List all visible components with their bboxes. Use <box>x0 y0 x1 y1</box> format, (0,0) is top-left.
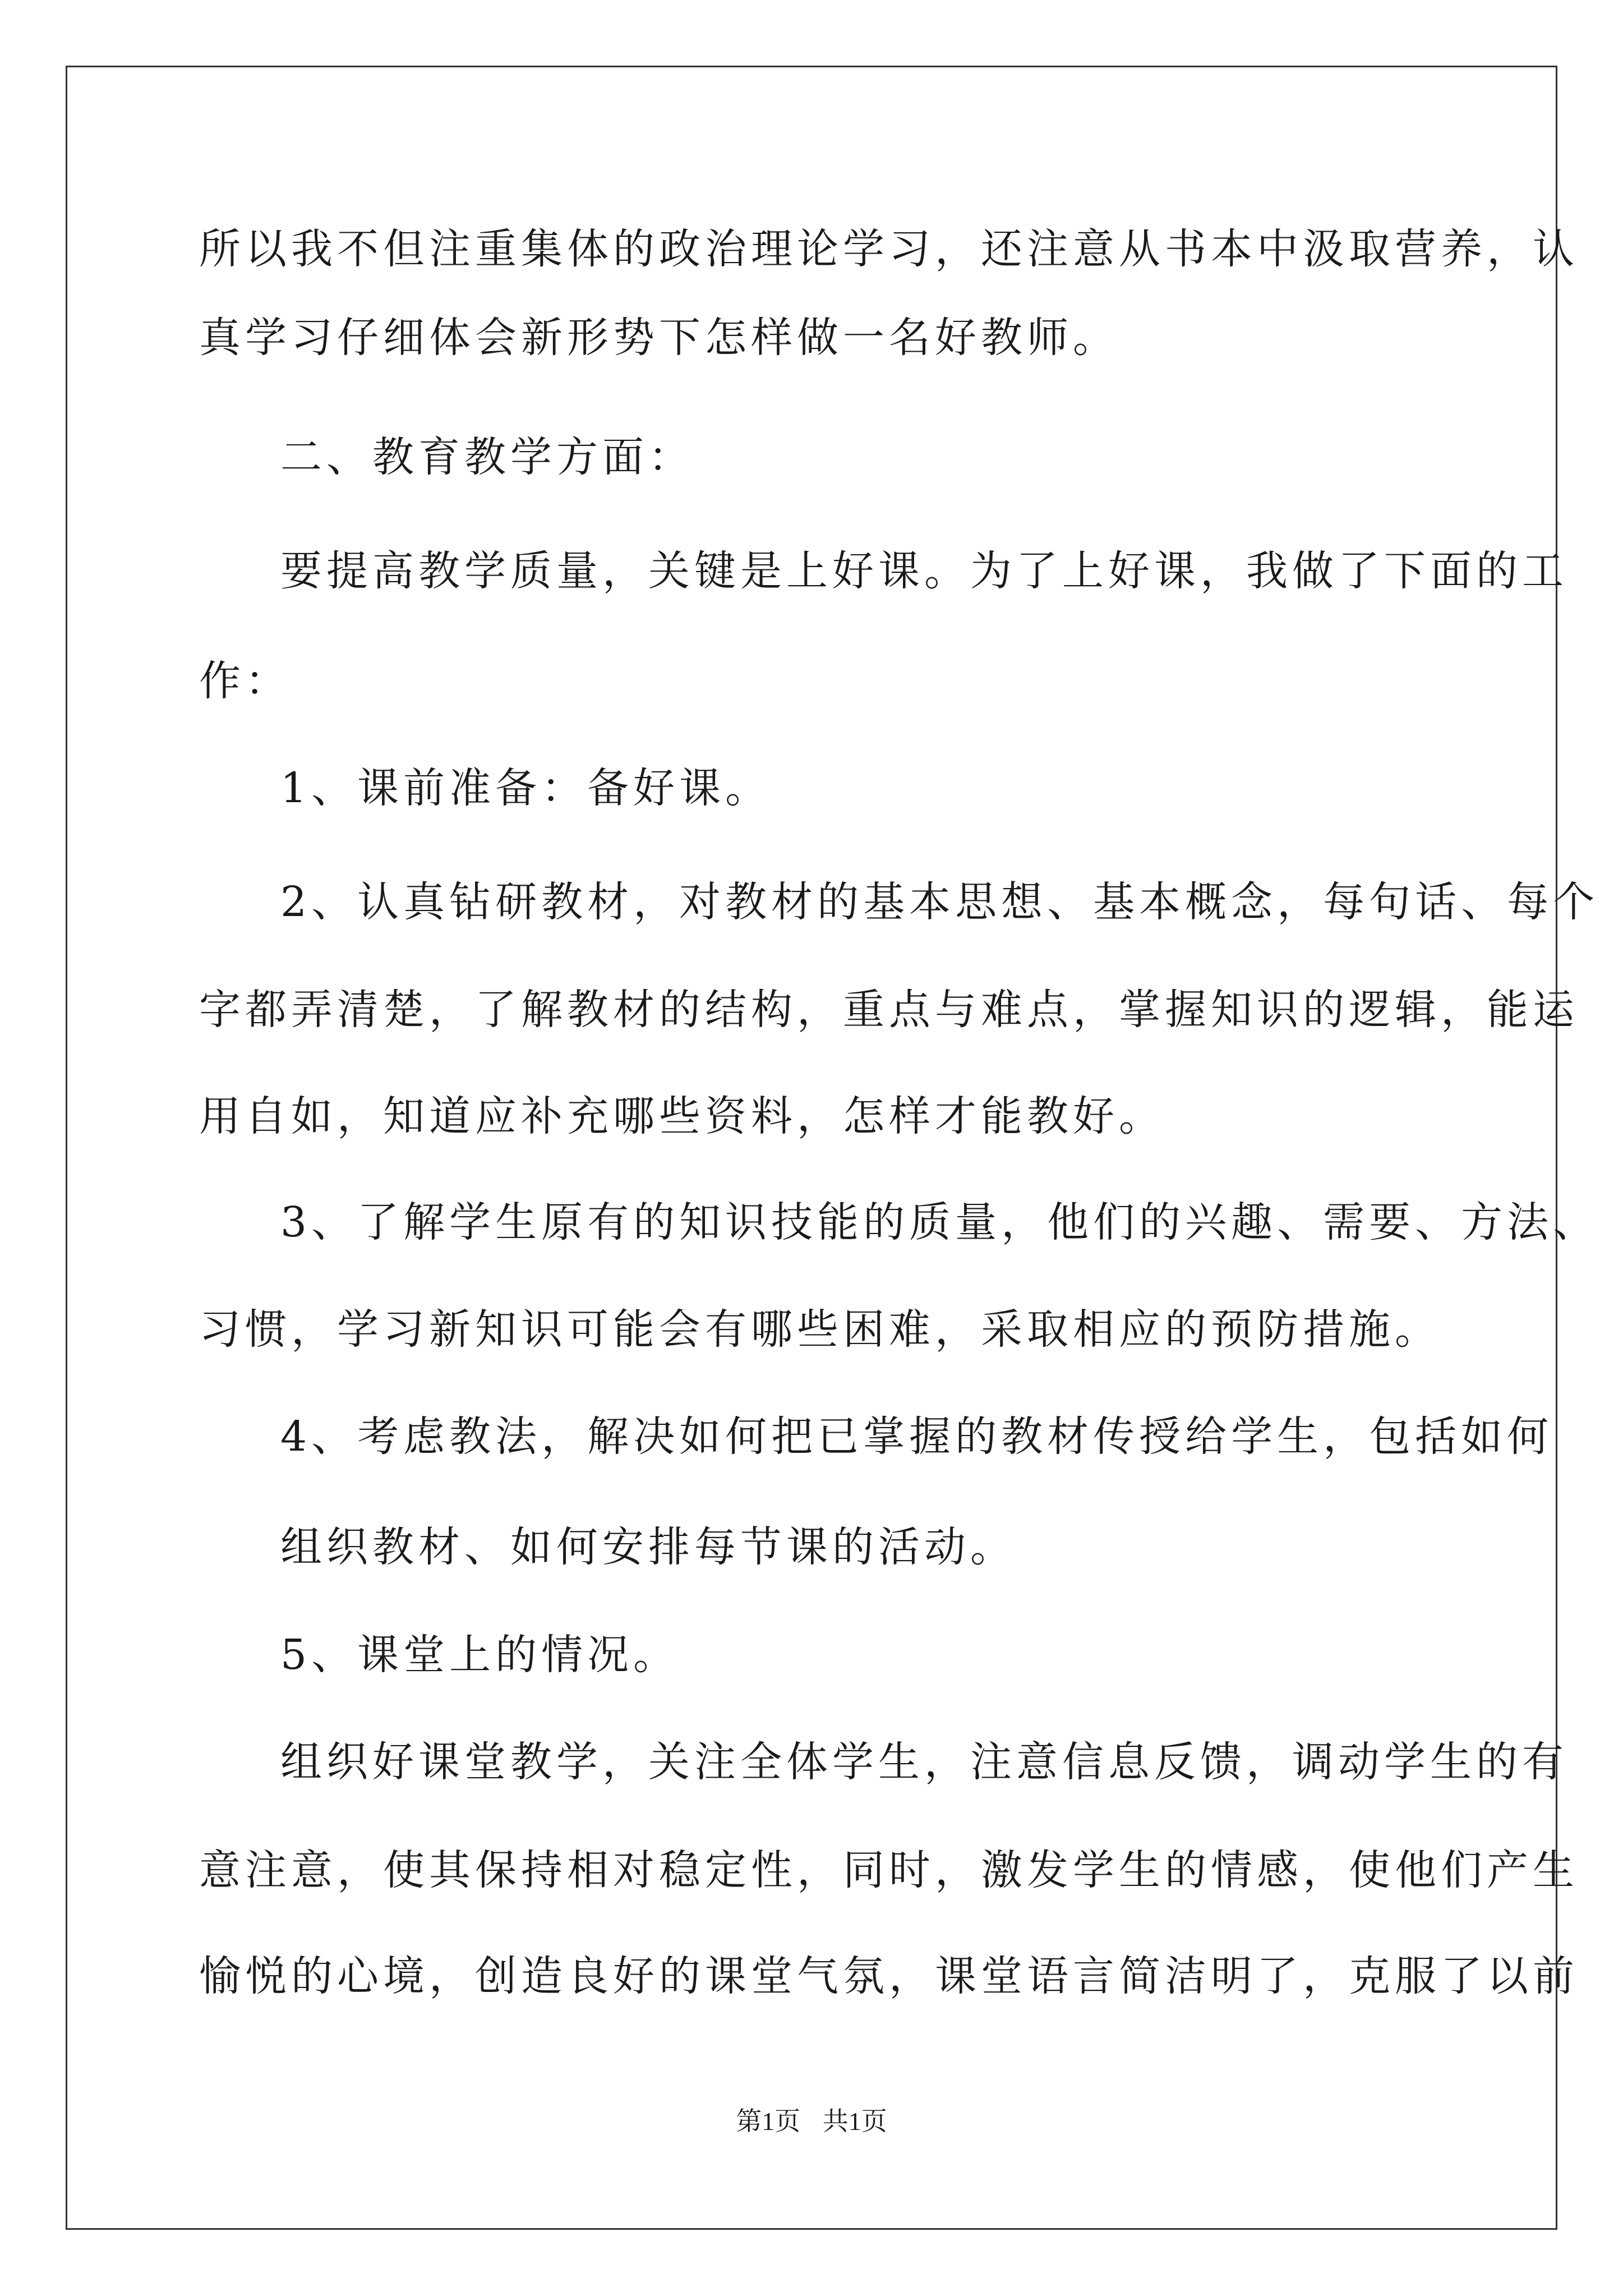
text-line: 意注意，使其保持相对稳定性，同时，激发学生的情感，使他们产生 <box>199 1846 1579 1894</box>
text-line: 作： <box>199 657 291 705</box>
text-line: 用自如，知道应补充哪些资料，怎样才能教好。 <box>199 1092 1165 1140</box>
text-line: 所以我不但注重集体的政治理论学习，还注意从书本中汲取营养，认 <box>199 225 1579 273</box>
list-item: 5、课堂上的情况。 <box>280 1631 680 1679</box>
page-border <box>66 66 1557 2230</box>
list-item: 4、考虑教法，解决如何把已掌握的教材传授给学生，包括如何 <box>280 1412 1553 1461</box>
list-item: 2、认真钻研教材，对教材的基本思想、基本概念，每句话、每个 <box>280 878 1599 926</box>
text-line: 要提高教学质量，关键是上好课。为了上好课，我做了下面的工 <box>280 547 1568 595</box>
section-heading: 二、教育教学方面： <box>280 433 694 481</box>
text-line: 组织教材、如何安排每节课的活动。 <box>280 1523 1016 1571</box>
text-line: 字都弄清楚，了解教材的结构，重点与难点，掌握知识的逻辑，能运 <box>199 986 1579 1034</box>
list-item: 1、课前准备：备好课。 <box>280 764 772 812</box>
list-item: 3、了解学生原有的知识技能的质量，他们的兴趣、需要、方法、 <box>280 1198 1599 1246</box>
page-footer <box>0 2105 1623 2138</box>
page-number-total: 共1页 <box>822 2107 887 2136</box>
text-line: 愉悦的心境，创造良好的课堂气氛，课堂语言简洁明了，克服了以前 <box>199 1952 1579 2000</box>
text-line: 习惯，学习新知识可能会有哪些困难，采取相应的预防措施。 <box>199 1305 1441 1354</box>
page-number-current: 第1页 <box>736 2107 801 2136</box>
text-line: 组织好课堂教学，关注全体学生，注意信息反馈，调动学生的有 <box>280 1738 1568 1786</box>
text-line: 真学习仔细体会新形势下怎样做一名好教师。 <box>199 314 1119 362</box>
